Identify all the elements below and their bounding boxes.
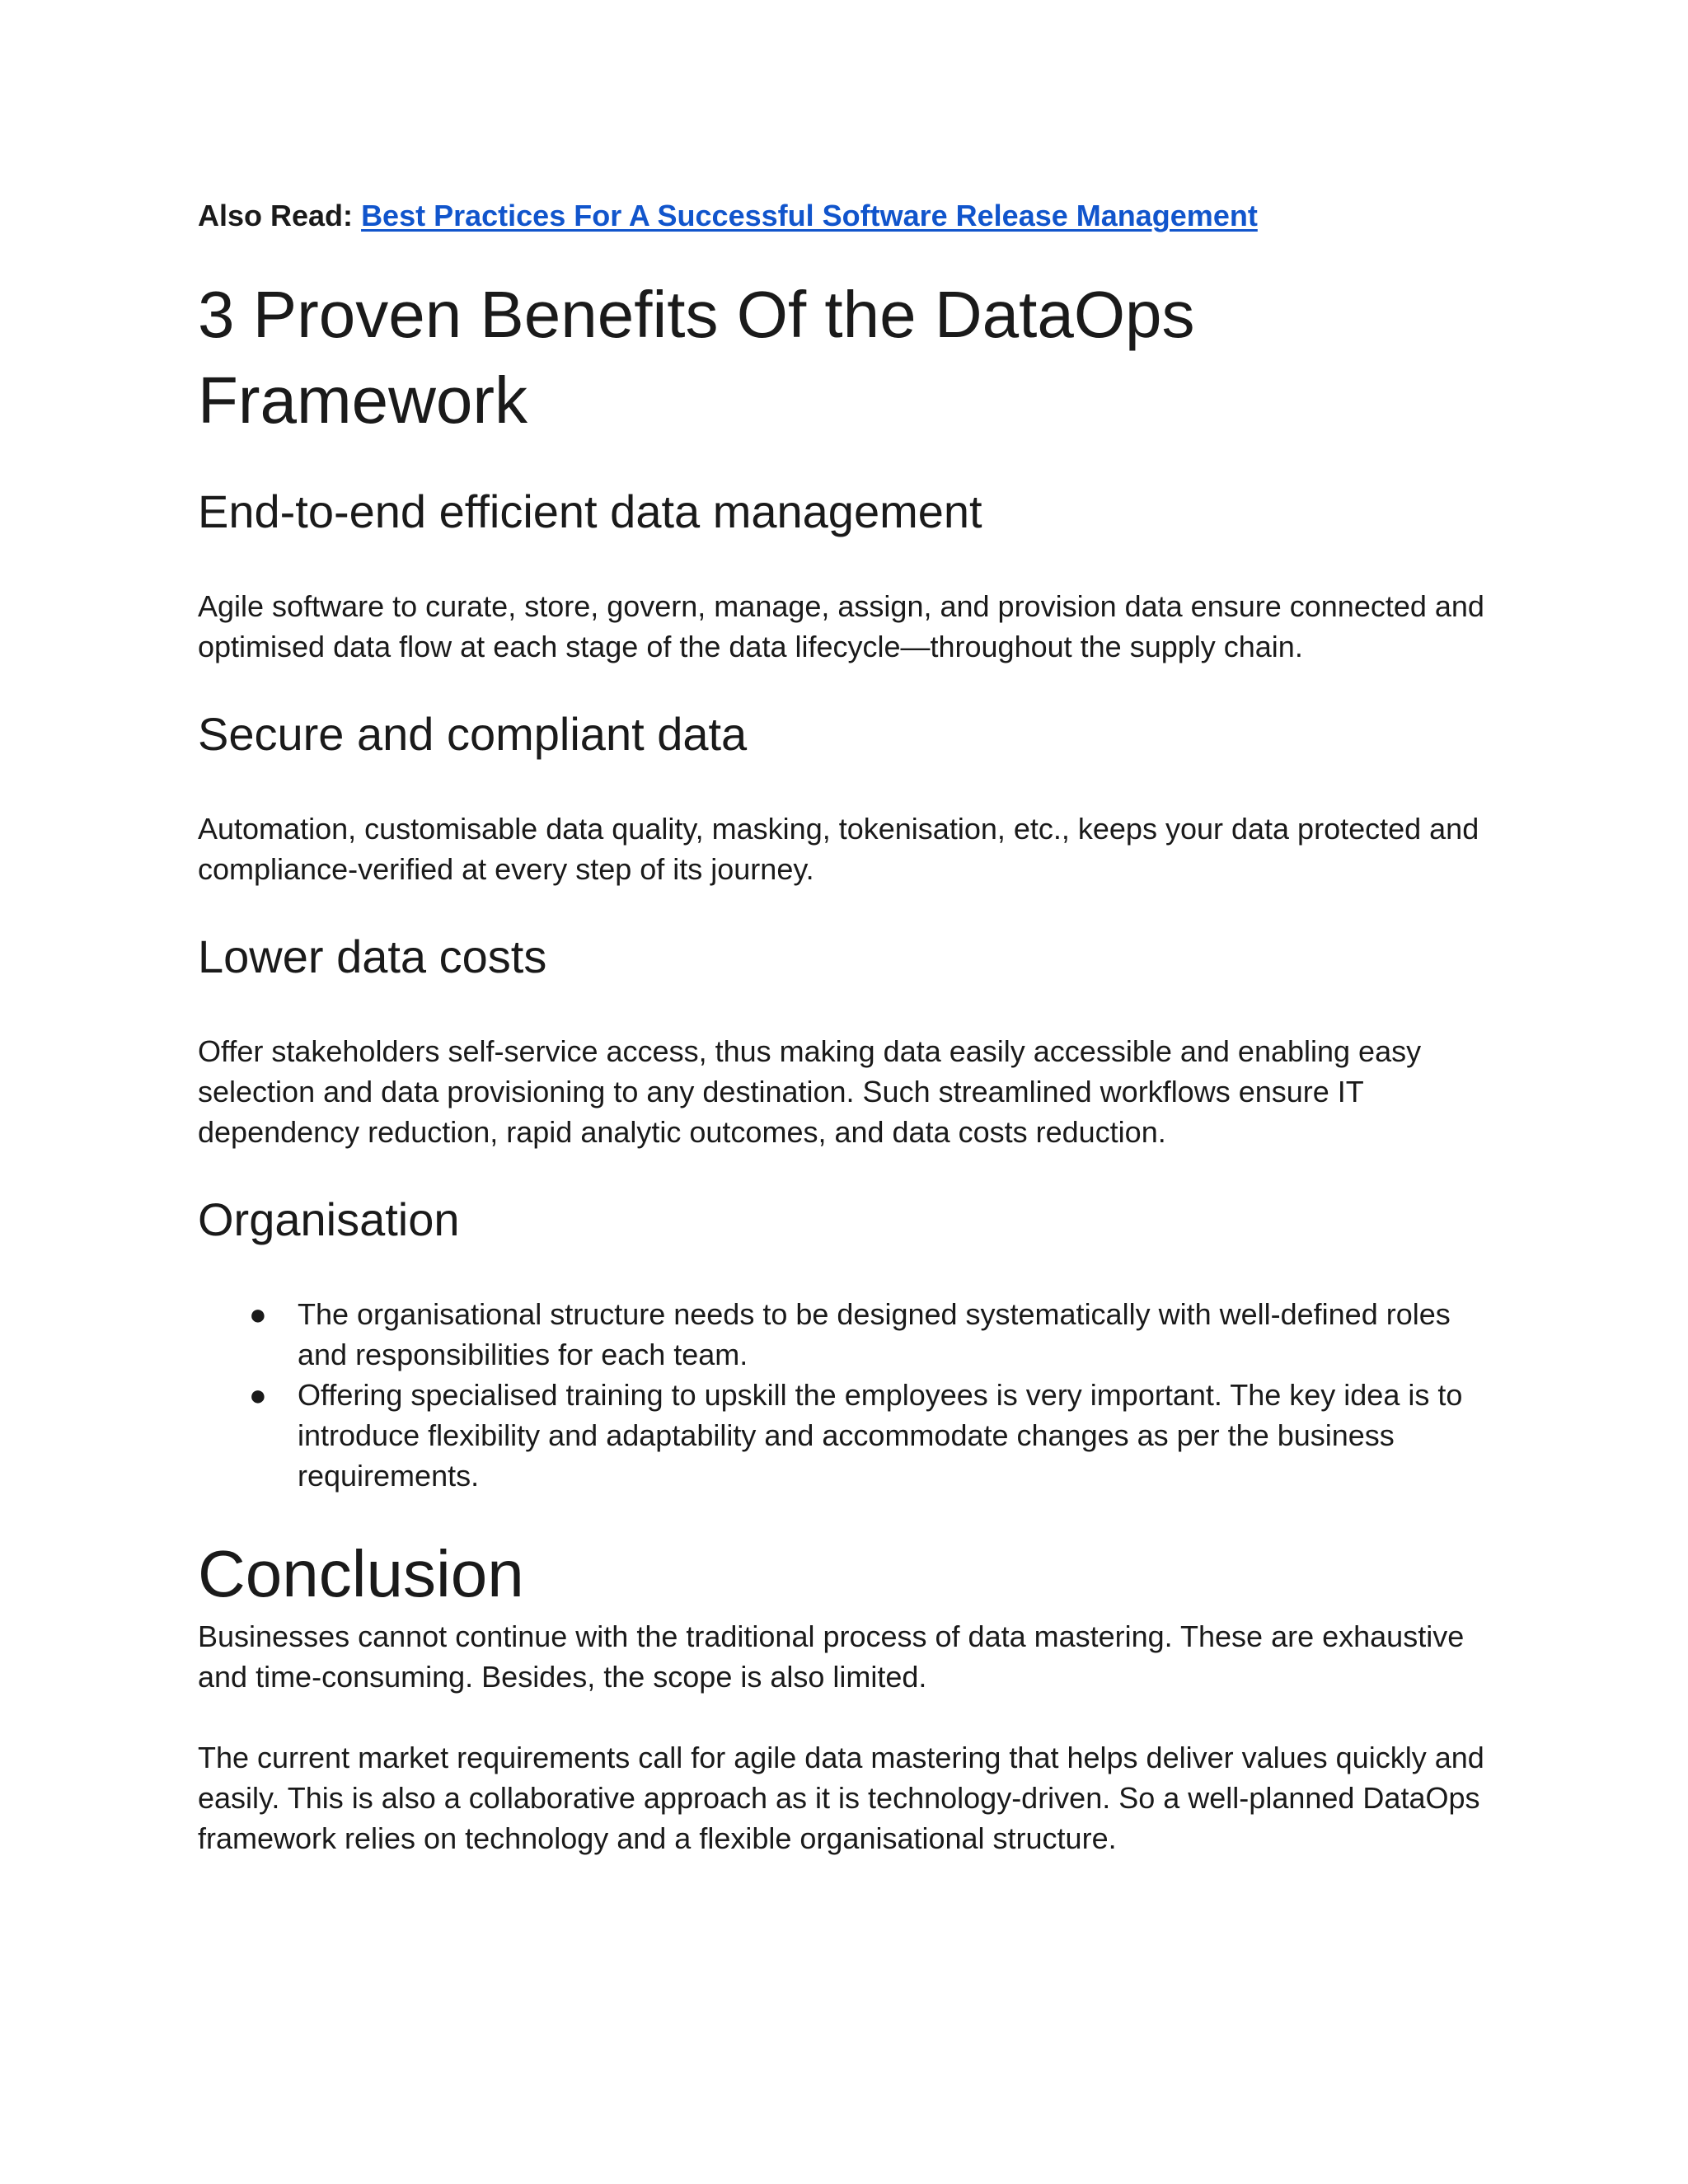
- section-body-secure-compliant-data: Automation, customisable data quality, masking, tokenisation, etc., keeps your data protected and compliance-verified at every step of its journey.: [198, 812, 1479, 886]
- conclusion-paragraph-2: The current market requirements call for agile data mastering that helps deliver values quickly and easily. This is also a collaborative approach as it is technology-driven. So a well-planned DataOps framework relies on technology and a flexible organisational structure.: [198, 1741, 1484, 1855]
- list-item: [198, 1294, 1500, 1375]
- page-title: 3 Proven Benefits Of the DataOps Framework: [198, 278, 1195, 437]
- list-item-text: Offering specialised training to upskill the employees is very important. The key idea is to introduce flexibility and adaptability and accommodate changes as per the business requirements.: [298, 1378, 1463, 1493]
- also-read-line: [198, 194, 1258, 237]
- bullet-icon: ●: [249, 1297, 267, 1331]
- also-read-label: Also Read:: [198, 199, 354, 232]
- list-item: [198, 1375, 1500, 1496]
- conclusion-heading: Conclusion: [198, 1537, 524, 1610]
- bullet-icon: ●: [249, 1378, 267, 1412]
- section-heading-organisation: Organisation: [198, 1193, 460, 1245]
- section-body-lower-data-costs: Offer stakeholders self-service access, thus making data easily accessible and enabling easy selection and data provisioning to any destination. Such streamlined workflows ensure IT dependency reduction, rapid analytic outcomes, and data costs reduction.: [198, 1034, 1422, 1149]
- list-item-text: The organisational structure needs to be designed systematically with well-defined roles and responsibilities for each team.: [298, 1297, 1451, 1371]
- section-heading-secure-compliant-data: Secure and compliant data: [198, 708, 748, 760]
- section-heading-lower-data-costs: Lower data costs: [198, 930, 547, 982]
- also-read-link[interactable]: Best Practices For A Successful Software Release Management: [361, 199, 1258, 232]
- section-body-efficient-data-management: Agile software to curate, store, govern, manage, assign, and provision data ensure connected and optimised data flow at each stage of the data lifecycle—throughout the supply chain.: [198, 589, 1484, 663]
- conclusion-paragraph-1: Businesses cannot continue with the traditional process of data mastering. These are exhaustive and time-consuming. Besides, the scope is also limited.: [198, 1619, 1465, 1694]
- organisation-bullet-list: [198, 1294, 1500, 1496]
- section-heading-efficient-data-management: End-to-end efficient data management: [198, 485, 982, 537]
